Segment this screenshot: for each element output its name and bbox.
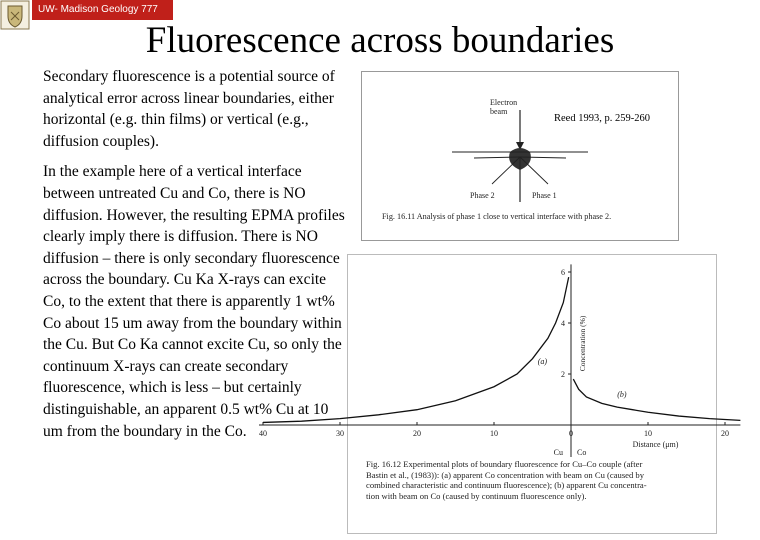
- beam-label: Electron: [490, 98, 518, 107]
- caption-line: Fig. 16.12 Experimental plots of boundary fluorescence for Cu–Co couple (after: [366, 459, 643, 469]
- x-tick-label: 30: [336, 429, 344, 438]
- series-curve-b: [573, 379, 740, 420]
- profile-chart: [259, 255, 729, 457]
- x-tick-label: 40: [259, 429, 267, 438]
- phase-2-label: Phase 2: [470, 191, 495, 200]
- reference-citation: Reed 1993, p. 259-260: [554, 113, 650, 124]
- caption-line: Bastin et al., (1983)): (a) apparent Co concentration with beam on Cu (caused by: [366, 469, 645, 480]
- caption-line: tion with beam on Co (caused by continuum fluorescence only).: [366, 490, 587, 501]
- course-badge: UW- Madison Geology 777: [32, 0, 173, 20]
- figure-1-caption: Fig. 16.11 Analysis of phase 1 close to vertical interface with phase 2.: [382, 212, 612, 221]
- figure-1-interface-diagram: [361, 71, 679, 241]
- caption-line: combined characteristic and continuum fluorescence); (b) apparent Cu concentra-: [366, 480, 647, 491]
- x-tick-label: 20: [413, 429, 421, 438]
- y-tick-label: 4: [561, 319, 565, 328]
- phase-1-label: Phase 1: [532, 191, 557, 200]
- x-tick-label: 10: [644, 429, 652, 438]
- x-tick-label: 20: [721, 429, 729, 438]
- x-tick-label: 10: [490, 429, 498, 438]
- figure-2-profile-plot: [259, 254, 729, 534]
- series-label-b: (b): [617, 389, 627, 399]
- beam-label-2: beam: [490, 107, 508, 116]
- series-label-a: (a): [537, 356, 548, 366]
- region-label-co: Co: [577, 448, 587, 457]
- y-axis-label: Concentration (%): [578, 315, 587, 372]
- body-text: [43, 66, 348, 451]
- fluorescence-arrows: [474, 157, 566, 190]
- y-tick-label: 6: [561, 268, 565, 277]
- y-tick-label: 2: [561, 370, 565, 379]
- figure-2-caption: [366, 459, 711, 501]
- paragraph-1: Secondary fluorescence is a potential source of analytical error across linear boundaries, either horizontal (e.g. thin films) or vertical (e.g., diffusion couples).: [43, 68, 335, 150]
- x-tick-label: 0: [569, 429, 573, 438]
- region-label-cu: Cu: [553, 448, 563, 457]
- x-axis-label: Distance (μm): [632, 440, 679, 449]
- paragraph-2: In the example here of a vertical interface between untreated Cu and Co, there is NO diffusion. However, the resulting EPMA profiles clearly imply there is diffusion. There is NO diffusion – there is only secondary fluorescence across the boundary. Cu Ka X-rays can excite Co, to the extent that there is apparently 1 wt% Co about 15 um away from the boundary within the Cu. But Co Ka cannot excite Cu, so only the continuum X-rays can create secondary fluorescence, which is less – but certainly distinguishable, an apparent 0.5 wt% Cu at 10 um from the boundary in the Co.: [43, 163, 345, 440]
- slide-title: Fluorescence across boundaries: [145, 20, 615, 61]
